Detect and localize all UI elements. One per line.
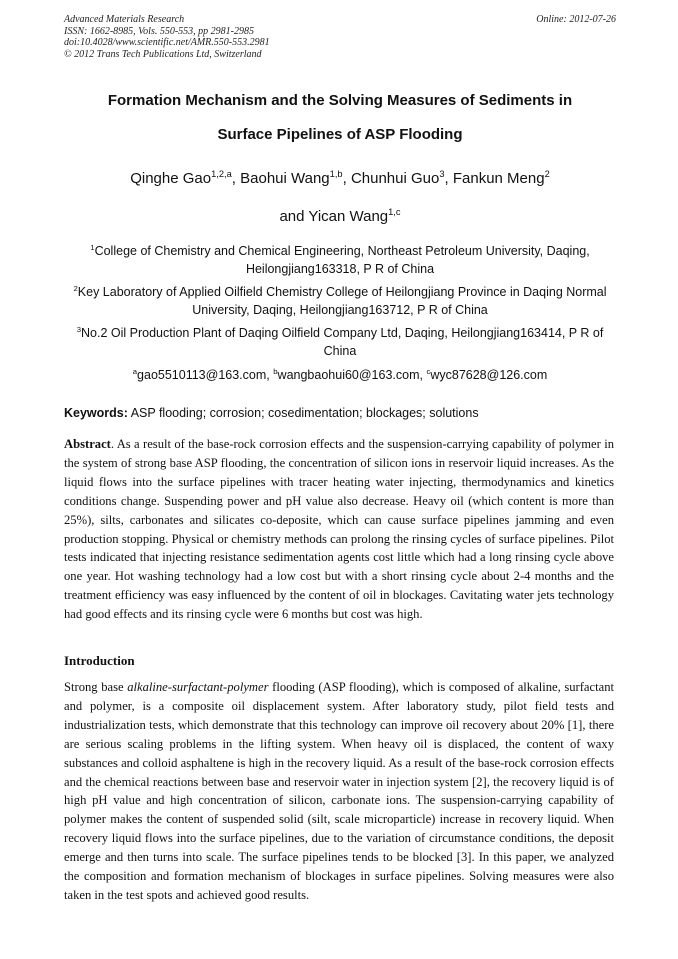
author-separator: , xyxy=(231,170,241,187)
affiliation-text: No.2 Oil Production Plant of Daqing Oilfield Company Ltd, Daqing, Heilongjiang163414, P R of China xyxy=(81,326,604,358)
email-separator: , xyxy=(266,368,274,382)
author-name: Chunhui Guo xyxy=(350,170,440,187)
introduction-paragraph xyxy=(64,678,614,905)
affiliation-superscript: 3 xyxy=(76,324,81,334)
introduction-text: flooding (ASP flooding), which is composed of alkaline, surfactant and polymer, is a composite oil displacement system. After laboratory study, pilot field tests and industrialization tests, which demonstrate that this technology can improve oil recovery about 20% [1], there are serious scaling problems in the lifting system. When heavy oil is displaced, the content of waxy substances and colloid asphaltene is high in the recovery liquid. As a result of the base-rock corrosion effects and the chemical reactions between base and reservoir water in injection system [2], the recovery liquid is of high pH value and high concentration of silicon, carbonate ions. The suspension-carrying capability of polymer makes the content of suspended solid (silt, scale microparticle) increase in recovery liquid. When recovery liquid flows into the surface pipelines, due to the variation of circumstance conditions, the deposit emerge and then turns into scale. The surface pipelines tends to be blocked [3]. In this paper, we analyzed the composition and formation mechanism of blockages in surface pipelines. Solving measures were also taken in the test spots and achieved good results. xyxy=(64,680,614,902)
author-emails xyxy=(40,368,640,382)
author-conjunction: and xyxy=(279,208,309,225)
author-list-continued xyxy=(40,208,640,225)
author-superscript: 1,c xyxy=(388,207,401,217)
affiliation-2 xyxy=(60,283,620,319)
introduction-italic-term: alkaline-surfactant-polymer xyxy=(127,680,269,694)
abstract-label: Abstract xyxy=(64,437,111,451)
author-list xyxy=(40,170,640,187)
affiliation-text: Key Laboratory of Applied Oilfield Chemistry College of Heilongjiang Province in Daqing Normal University, Daqing, Heilongjiang163712, P R of China xyxy=(77,285,607,317)
affiliation-1 xyxy=(60,242,620,278)
journal-name: Advanced Materials Research xyxy=(64,14,185,25)
author-name: Fankun Meng xyxy=(452,170,545,187)
affiliation-superscript: 2 xyxy=(73,283,78,293)
email-superscript: c xyxy=(426,366,431,376)
email-superscript: b xyxy=(273,366,278,376)
email-superscript: a xyxy=(132,366,138,376)
email-link[interactable]: wangbaohui60@163.com xyxy=(277,368,420,382)
author-superscript: 2 xyxy=(544,169,550,179)
keywords-label: Keywords: xyxy=(64,406,128,420)
introduction-text-start: Strong base xyxy=(64,680,128,694)
doi-line: doi:10.4028/www.scientific.net/AMR.550-553.2981 xyxy=(64,37,270,48)
affiliation-3 xyxy=(60,324,620,360)
abstract-paragraph xyxy=(64,435,614,624)
paper-title-line-2: Surface Pipelines of ASP Flooding xyxy=(217,126,463,143)
keywords-text: ASP flooding; corrosion; cosedimentation; blockages; solutions xyxy=(127,406,479,420)
introduction-heading: Introduction xyxy=(64,653,135,668)
keywords-line xyxy=(64,406,624,420)
author-name: Baohui Wang xyxy=(240,170,330,187)
journal-header xyxy=(64,14,616,60)
abstract-text: . As a result of the base-rock corrosion effects and the suspension-carrying capability of polymer in the system of strong base ASP flooding, the concentration of silicon ions in reservoir liquid increases. As the liquid flows into the surface pipelines with tracer heating water injecting, thermodynamics and kinetics conditions change. Suspending power and pH value also decrease. Heavy oil (which content is more than 25%), silts, carbonates and silicates co-deposite, which can cause surface pipelines jamming and even production stopping. Physical or chemistry methods can prolong the rinsing cycles of surface pipelines. Pilot tests indicated that injecting resistance sedimentation agents cost little which had a long rinsing cycle above one year. Hot washing technology had a low cost but with a short rinsing cycle about 2-4 months and the treatment efficiency was easy influenced by the content of oil in blockages. Cavitating water jets technology had good effects and its rinsing cycle were 6 months but cost was high. xyxy=(64,437,614,622)
affiliation-text: College of Chemistry and Chemical Engineering, Northeast Petroleum University, Daqing, Heilongjiang163318, P R of China xyxy=(94,244,590,276)
affiliation-superscript: 1 xyxy=(90,242,95,252)
author-name: Qinghe Gao xyxy=(130,170,212,187)
author-superscript: 1,b xyxy=(329,169,343,179)
author-superscript: 1,2,a xyxy=(211,169,232,179)
email-link[interactable]: gao5510113@163.com xyxy=(137,368,267,382)
copyright-line: © 2012 Trans Tech Publications Ltd, Switzerland xyxy=(64,48,262,60)
issn-line: ISSN: 1662-8985, Vols. 550-553, pp 2981-2985 xyxy=(64,25,254,37)
author-separator: , xyxy=(342,170,351,187)
online-date: Online: 2012-07-26 xyxy=(536,14,616,25)
author-separator: , xyxy=(444,170,453,187)
author-superscript: 3 xyxy=(439,169,445,179)
email-separator: , xyxy=(419,368,427,382)
email-link[interactable]: wyc87628@126.com xyxy=(430,368,548,382)
paper-title-line-1: Formation Mechanism and the Solving Measures of Sediments in xyxy=(107,92,573,109)
author-name: Yican Wang xyxy=(308,208,389,225)
